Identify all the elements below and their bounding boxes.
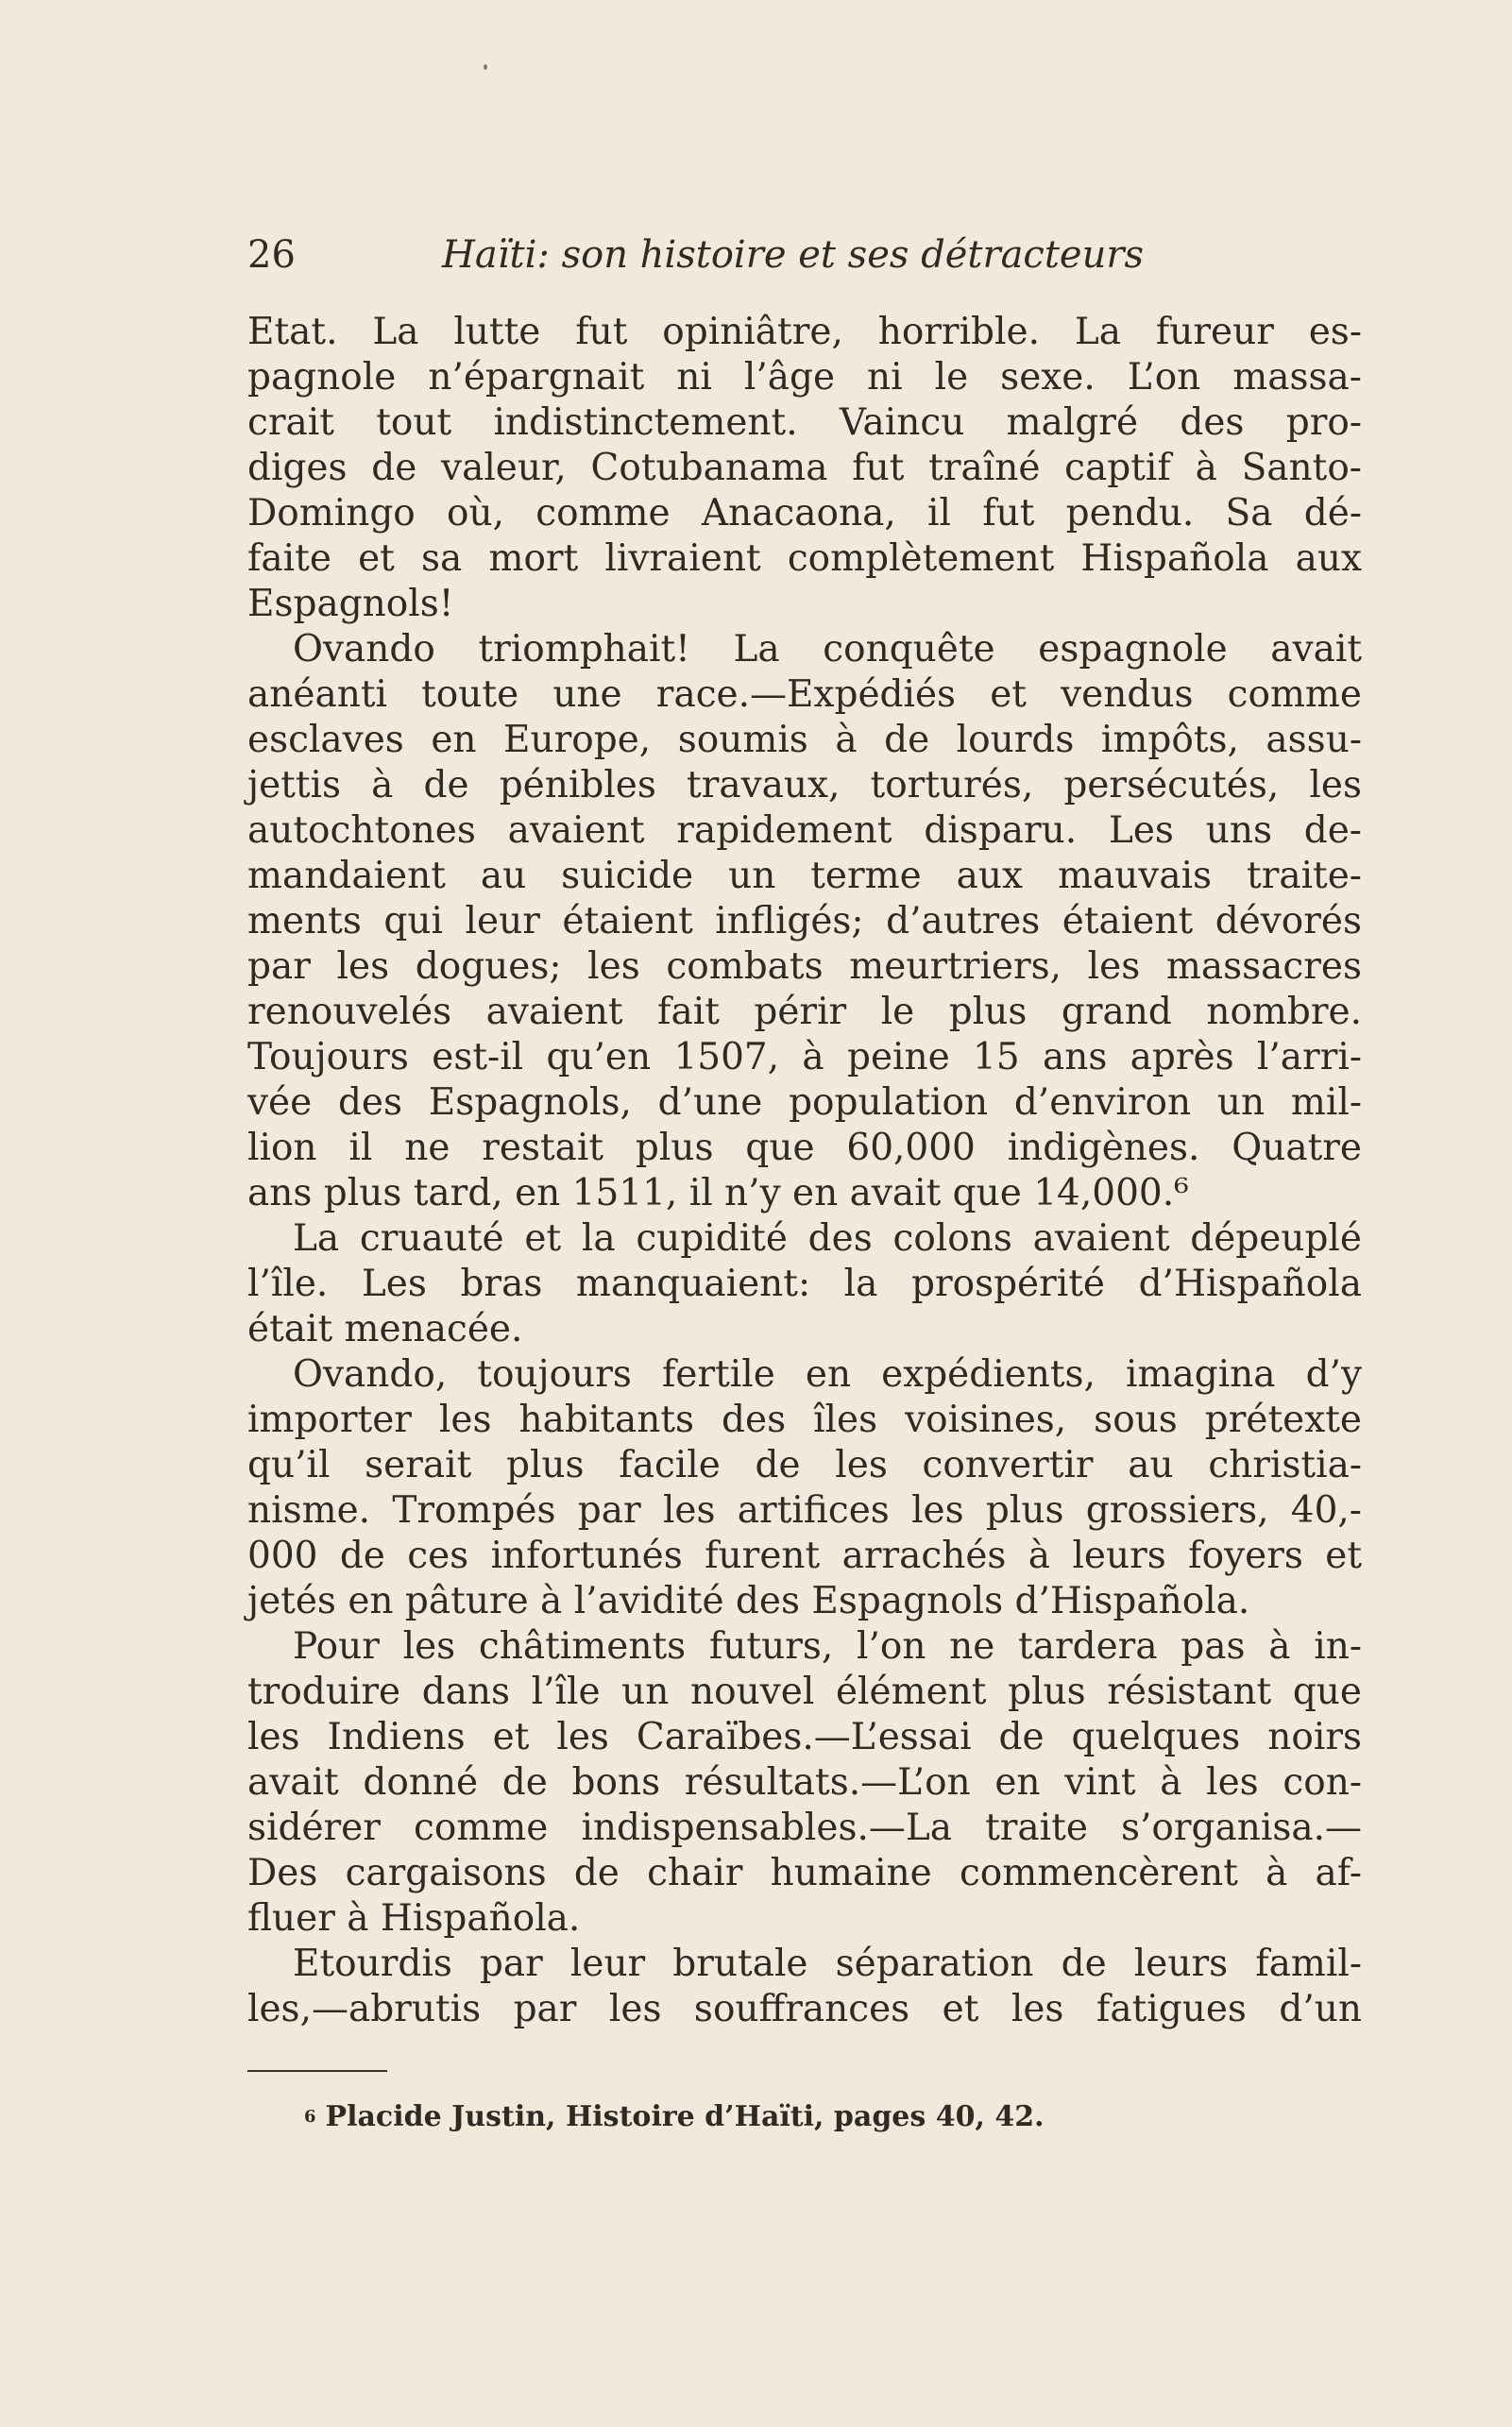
text-line: pagnole n’épargnait ni l’âge ni le sexe. L’on massa- bbox=[247, 356, 1362, 399]
text-line: diges de valeur, Cotubanama fut traîné captif à Santo- bbox=[247, 447, 1362, 489]
footnote-rule bbox=[247, 2070, 387, 2072]
text-line: faite et sa mort livraient complètement Hispañola aux bbox=[247, 537, 1362, 580]
text-line: anéanti toute une race.—Expédiés et vendus comme bbox=[247, 673, 1362, 716]
footnote-text: Placide Justin, Histoire d’Haïti, pages 40, 42. bbox=[325, 2100, 1045, 2133]
text-line: nisme. Trompés par les artifices les plus grossiers, 40,- bbox=[247, 1489, 1362, 1532]
text-line: jetés en pâture à l’avidité des Espagnols d’Hispañola. bbox=[247, 1580, 1250, 1622]
text-line: renouvelés avaient fait périr le plus grand nombre. bbox=[247, 991, 1362, 1033]
text-line: mandaient au suicide un terme aux mauvais traite- bbox=[247, 855, 1362, 897]
text-line: esclaves en Europe, soumis à de lourds impôts, assu- bbox=[247, 719, 1362, 761]
text-line: vée des Espagnols, d’une population d’environ un mil- bbox=[247, 1081, 1362, 1124]
text-line: importer les habitants des îles voisines, sous prétexte bbox=[247, 1399, 1362, 1441]
text-line: les,—abrutis par les souffrances et les fatigues d’un bbox=[247, 1988, 1362, 2030]
text-line: Etat. La lutte fut opiniâtre, horrible. La fureur es- bbox=[247, 311, 1362, 353]
text-line: Pour les châtiments futurs, l’on ne tardera pas à in- bbox=[293, 1625, 1362, 1668]
text-line: les Indiens et les Caraïbes.—L’essai de quelques noirs bbox=[247, 1716, 1362, 1758]
page-header bbox=[247, 227, 1192, 283]
footnote bbox=[304, 2098, 1045, 2136]
text-line: Espagnols! bbox=[247, 583, 454, 625]
text-line: La cruauté et la cupidité des colons avaient dépeuplé bbox=[293, 1217, 1362, 1260]
text-line: Toujours est-il qu’en 1507, à peine 15 ans après l’arri- bbox=[247, 1036, 1362, 1078]
text-line: par les dogues; les combats meurtriers, les massacres bbox=[247, 945, 1362, 988]
text-line: troduire dans l’île un nouvel élément plus résistant que bbox=[247, 1671, 1362, 1713]
text-line: fluer à Hispañola. bbox=[247, 1897, 581, 1940]
text-line: sidérer comme indispensables.—La traite s’organisa.— bbox=[247, 1807, 1362, 1849]
text-line: Etourdis par leur brutale séparation de leurs famil- bbox=[293, 1943, 1362, 1985]
text-line: lion il ne restait plus que 60,000 indigènes. Quatre bbox=[247, 1127, 1362, 1169]
text-line: avait donné de bons résultats.—L’on en vint à les con- bbox=[247, 1761, 1362, 1804]
text-line: l’île. Les bras manquaient: la prospérité d’Hispañola bbox=[247, 1263, 1362, 1305]
page-body bbox=[247, 310, 1362, 2032]
text-line: autochtones avaient rapidement disparu. Les uns de- bbox=[247, 809, 1362, 852]
text-line: Domingo où, comme Anacaona, il fut pendu. Sa dé- bbox=[247, 492, 1362, 535]
text-line: ments qui leur étaient infligés; d’autres étaient dévorés bbox=[247, 900, 1362, 942]
paper-speck bbox=[484, 64, 487, 70]
text-line: Des cargaisons de chair humaine commencèrent à af- bbox=[247, 1852, 1362, 1894]
text-line: qu’il serait plus facile de les convertir au christia- bbox=[247, 1444, 1362, 1486]
text-line: Ovando, toujours fertile en expédients, imagina d’y bbox=[293, 1353, 1362, 1396]
text-line: jettis à de pénibles travaux, torturés, persécutés, les bbox=[247, 764, 1362, 806]
footnote-mark: 6 bbox=[304, 2107, 316, 2127]
text-line: ans plus tard, en 1511, il n’y en avait que 14,000.⁶ bbox=[247, 1172, 1189, 1214]
page-number: 26 bbox=[247, 233, 296, 277]
text-line: Ovando triomphait! La conquête espagnole avait bbox=[293, 628, 1362, 670]
running-title: Haïti: son histoire et ses détracteurs bbox=[442, 233, 1144, 277]
text-line: crait tout indistinctement. Vaincu malgré des pro- bbox=[247, 401, 1362, 444]
text-line: 000 de ces infortunés furent arrachés à leurs foyers et bbox=[247, 1535, 1362, 1577]
text-line: était menacée. bbox=[247, 1308, 523, 1350]
